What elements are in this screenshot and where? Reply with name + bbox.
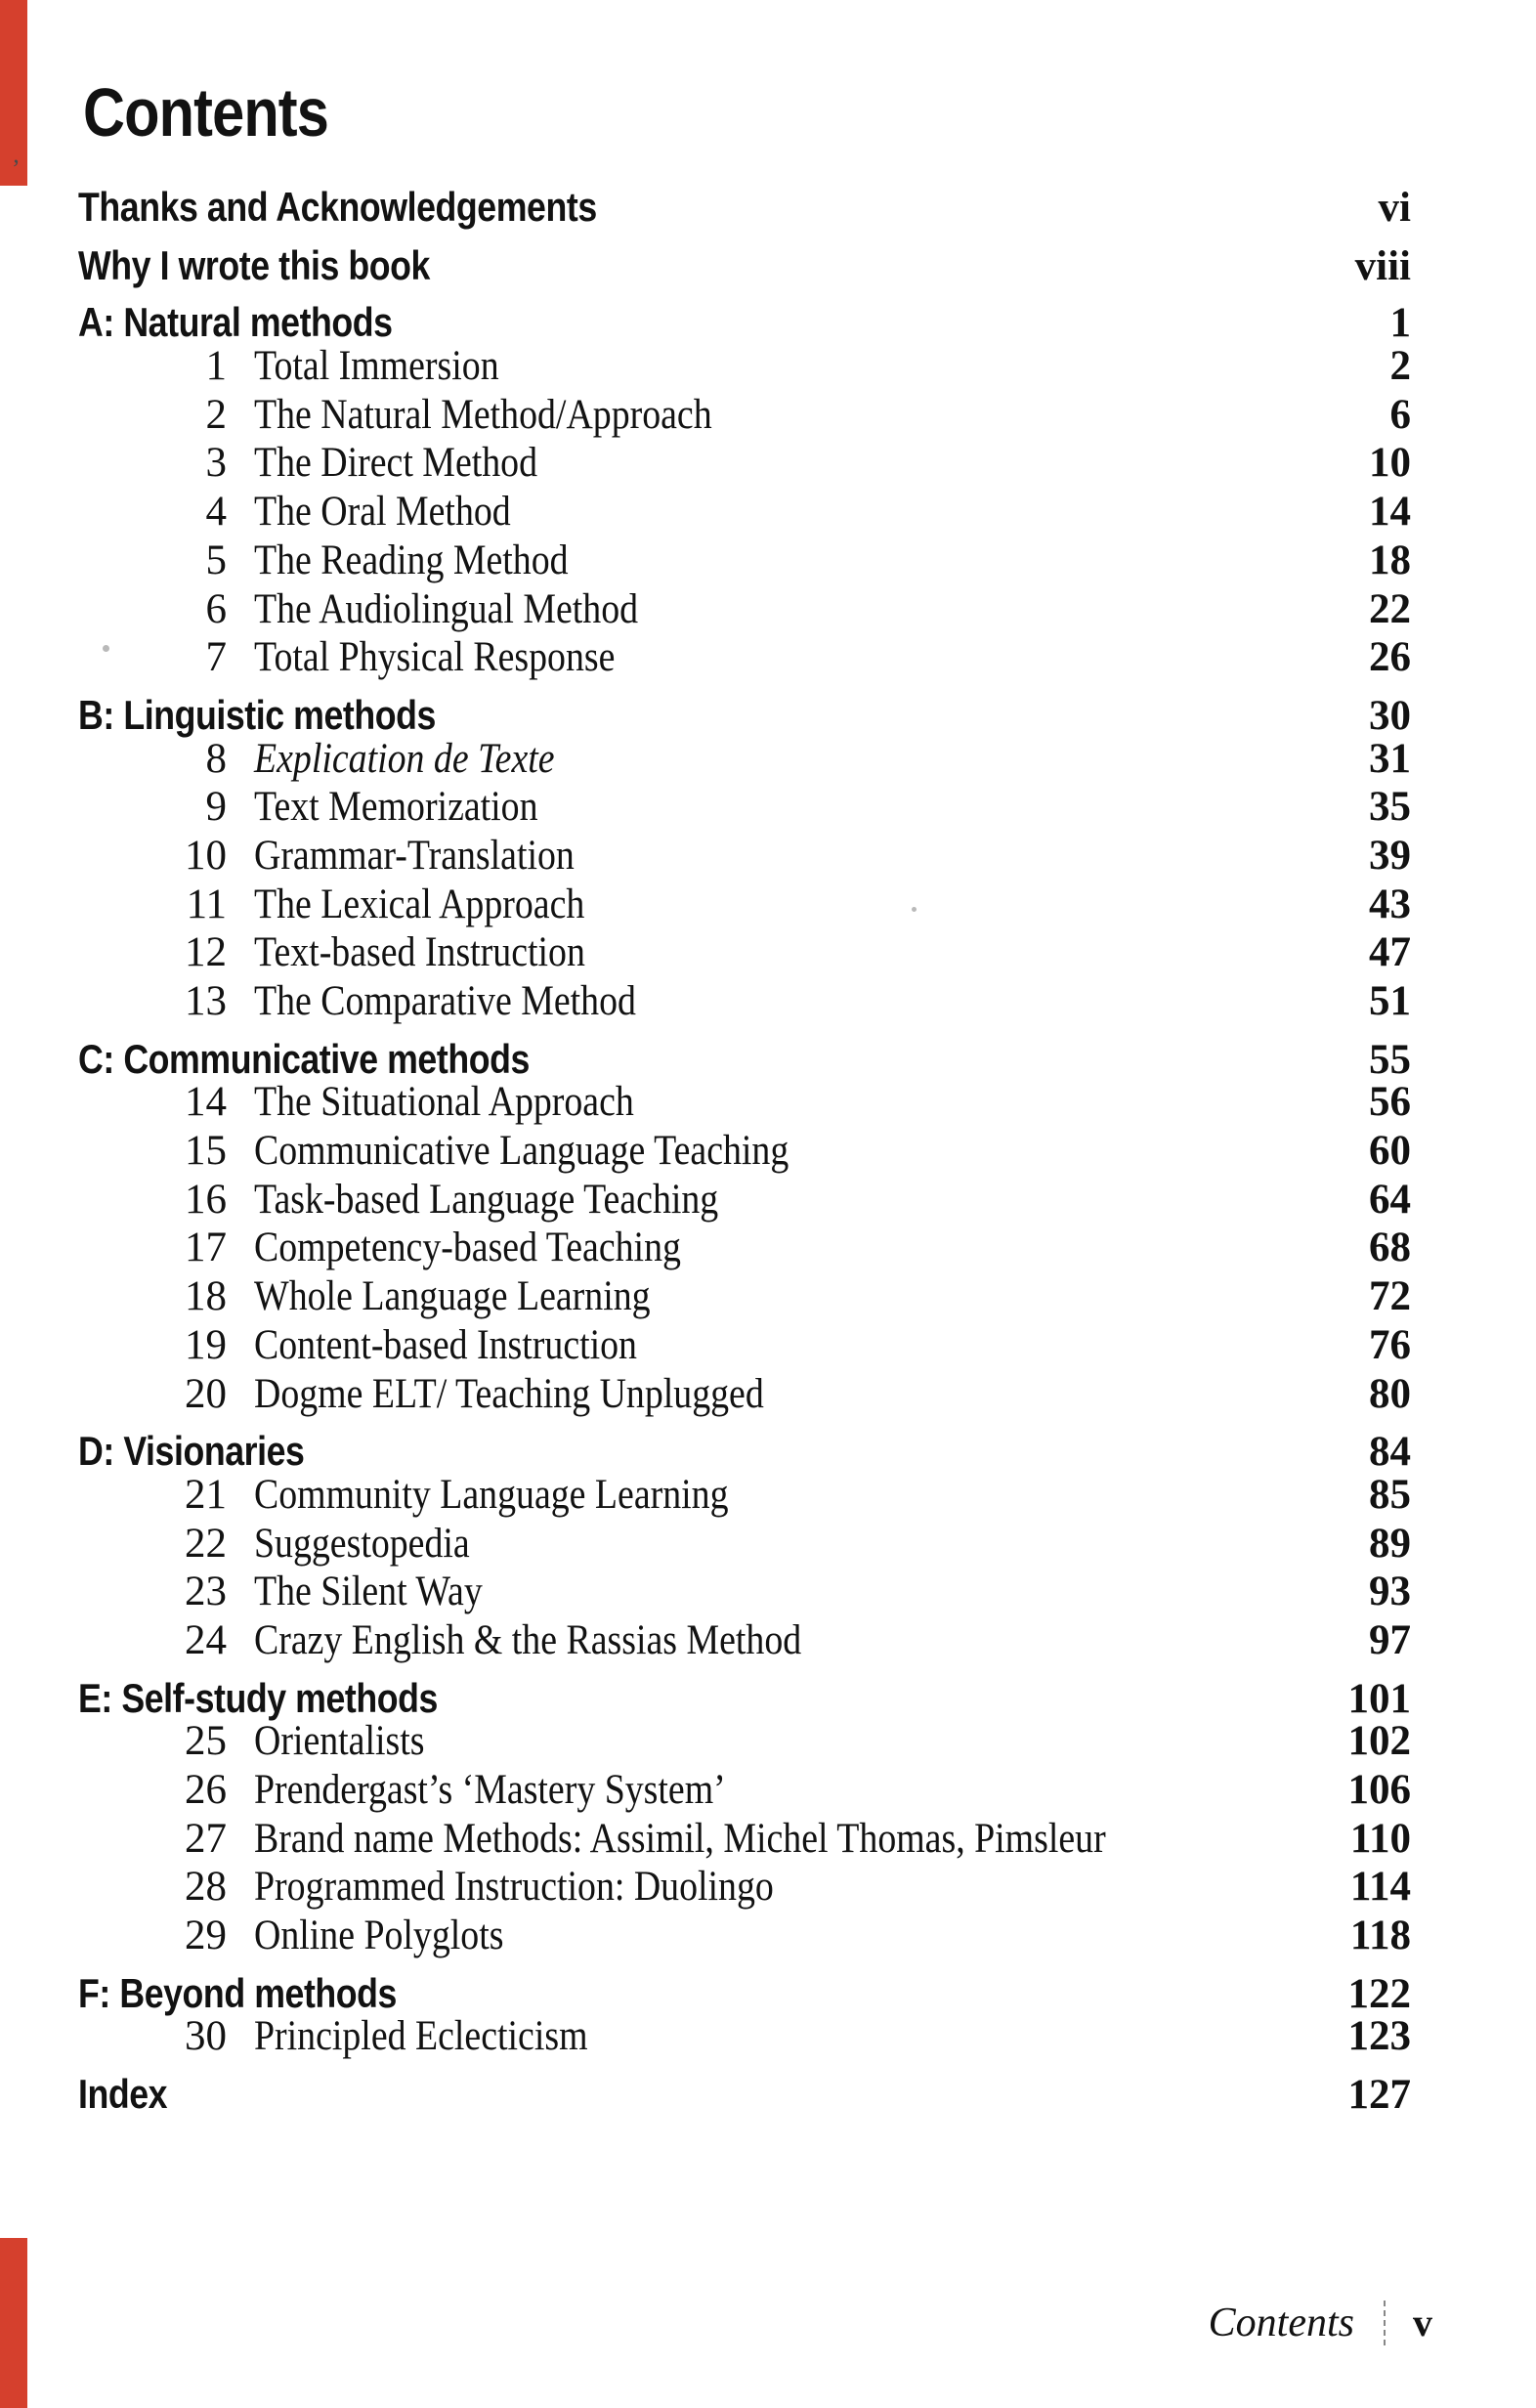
chapter-number: 15 bbox=[185, 1128, 227, 1175]
toc-item-row bbox=[78, 1127, 1411, 1176]
chapter-title bbox=[254, 1766, 790, 1815]
chapter-title bbox=[254, 1321, 689, 1370]
chapter-number: 10 bbox=[185, 832, 227, 879]
running-header-label: Contents bbox=[1208, 2300, 1354, 2345]
chapter-number: 2 bbox=[205, 391, 227, 438]
chapter-page-number: 106 bbox=[1347, 1767, 1411, 1813]
section-heading-label bbox=[78, 1969, 453, 2018]
footer-divider bbox=[1384, 2300, 1386, 2345]
index-page-number: 127 bbox=[1347, 2072, 1411, 2119]
toc-item-row bbox=[78, 977, 1411, 1026]
chapter-title-text: Whole Language Learning bbox=[254, 1273, 651, 1320]
toc-item-row bbox=[78, 1078, 1411, 1127]
toc-item-row bbox=[78, 928, 1411, 977]
toc-item-row bbox=[78, 1717, 1411, 1766]
chapter-title-text: Total Physical Response bbox=[254, 634, 616, 681]
toc-item-row bbox=[78, 342, 1411, 391]
page-footer bbox=[1209, 2299, 1432, 2347]
chapter-number: 16 bbox=[185, 1176, 227, 1223]
chapter-title bbox=[254, 2012, 633, 2061]
front-matter-label-text: Why I wrote this book bbox=[78, 241, 430, 288]
chapter-title-text: Content-based Instruction bbox=[254, 1321, 637, 1368]
index-label-text: Index bbox=[78, 2071, 168, 2118]
chapter-title bbox=[254, 488, 546, 537]
chapter-page-number: 6 bbox=[1389, 391, 1411, 438]
chapter-number: 21 bbox=[185, 1471, 227, 1518]
toc-item-row bbox=[78, 735, 1411, 784]
toc-item-row bbox=[78, 1766, 1411, 1815]
toc-item-row bbox=[78, 1616, 1411, 1665]
toc-item-row bbox=[78, 1520, 1411, 1569]
page-title-text: Contents bbox=[83, 74, 329, 150]
section-heading-page-number: 101 bbox=[1347, 1675, 1411, 1722]
toc-item-row bbox=[78, 585, 1411, 634]
chapter-title-text: Communicative Language Teaching bbox=[254, 1128, 789, 1175]
section-heading-label bbox=[78, 691, 499, 740]
chapter-title bbox=[254, 537, 611, 585]
chapter-page-number: 102 bbox=[1347, 1718, 1411, 1765]
page-title bbox=[83, 74, 371, 150]
table-of-contents bbox=[78, 183, 1411, 2119]
chapter-page-number: 68 bbox=[1369, 1225, 1411, 1271]
toc-item-row bbox=[78, 1863, 1411, 1912]
section-heading-label bbox=[78, 1035, 609, 1084]
chapter-title bbox=[254, 633, 664, 682]
section-heading-label-text: B: Linguistic methods bbox=[78, 691, 436, 738]
chapter-title bbox=[254, 1272, 704, 1321]
chapter-number: 8 bbox=[205, 735, 227, 782]
chapter-title bbox=[254, 391, 775, 440]
chapter-number: 17 bbox=[185, 1225, 227, 1271]
chapter-title-text: Suggestopedia bbox=[254, 1520, 470, 1567]
toc-item-row bbox=[78, 783, 1411, 832]
chapter-number: 28 bbox=[185, 1864, 227, 1911]
front-matter-page-number: viii bbox=[1354, 242, 1411, 289]
chapter-title bbox=[254, 1520, 499, 1569]
toc-item-row bbox=[78, 391, 1411, 440]
chapter-title-text: Competency-based Teaching bbox=[254, 1225, 681, 1271]
chapter-title bbox=[254, 881, 629, 929]
chapter-title bbox=[254, 1078, 686, 1127]
chapter-page-number: 89 bbox=[1369, 1520, 1411, 1567]
section-heading-page-number: 122 bbox=[1347, 1970, 1411, 2017]
front-matter-label bbox=[78, 241, 492, 290]
chapter-title-text: The Natural Method/Approach bbox=[254, 391, 712, 438]
chapter-title-text: Brand name Methods: Assimil, Michel Thomas, Pimsleur bbox=[254, 1815, 1106, 1862]
chapter-title bbox=[254, 1717, 448, 1766]
chapter-number: 1 bbox=[205, 343, 227, 390]
toc-item-row bbox=[78, 1912, 1411, 1960]
chapter-number: 6 bbox=[205, 585, 227, 632]
front-matter-row bbox=[78, 241, 1411, 290]
chapter-number: 7 bbox=[205, 634, 227, 681]
chapter-title bbox=[254, 783, 576, 832]
chapter-page-number: 26 bbox=[1369, 634, 1411, 681]
chapter-number: 24 bbox=[185, 1616, 227, 1663]
chapter-page-number: 2 bbox=[1389, 343, 1411, 390]
chapter-number: 5 bbox=[205, 537, 227, 583]
chapter-title bbox=[254, 1370, 833, 1419]
chapter-title bbox=[254, 1568, 514, 1616]
chapter-title bbox=[254, 585, 691, 634]
section-heading-row bbox=[78, 1035, 1411, 1084]
chapter-title-text: Programmed Instruction: Duolingo bbox=[254, 1864, 774, 1911]
section-heading-label-text: E: Self-study methods bbox=[78, 1674, 438, 1721]
chapter-page-number: 39 bbox=[1369, 832, 1411, 879]
chapter-title bbox=[254, 977, 688, 1026]
chapter-title-text: The Lexical Approach bbox=[254, 881, 585, 927]
chapter-number: 22 bbox=[185, 1520, 227, 1567]
toc-item-row bbox=[78, 1272, 1411, 1321]
toc-item-row bbox=[78, 1224, 1411, 1272]
toc-item-row bbox=[78, 1176, 1411, 1225]
chapter-number: 25 bbox=[185, 1718, 227, 1765]
section-heading-row bbox=[78, 691, 1411, 740]
chapter-number: 18 bbox=[185, 1273, 227, 1320]
chapter-title bbox=[254, 1616, 876, 1665]
chapter-title-text: The Direct Method bbox=[254, 440, 538, 487]
toc-item-row bbox=[78, 881, 1411, 929]
chapter-title-text: Crazy English & the Rassias Method bbox=[254, 1616, 802, 1663]
chapter-title bbox=[254, 1863, 844, 1912]
chapter-page-number: 110 bbox=[1349, 1815, 1411, 1862]
toc-item-row bbox=[78, 1815, 1411, 1864]
chapter-title bbox=[254, 1224, 740, 1272]
chapter-page-number: 47 bbox=[1369, 929, 1411, 976]
chapter-page-number: 60 bbox=[1369, 1128, 1411, 1175]
toc-item-row bbox=[78, 1471, 1411, 1520]
chapter-page-number: 97 bbox=[1369, 1616, 1411, 1663]
index-label bbox=[78, 2070, 183, 2119]
chapter-title-text: The Comparative Method bbox=[254, 978, 636, 1024]
toc-item-row bbox=[78, 1370, 1411, 1419]
index-row bbox=[78, 2070, 1411, 2119]
chapter-page-number: 93 bbox=[1369, 1569, 1411, 1615]
section-heading-page-number: 84 bbox=[1369, 1429, 1411, 1476]
chapter-page-number: 123 bbox=[1347, 2013, 1411, 2060]
chapter-number: 9 bbox=[205, 784, 227, 831]
chapter-page-number: 72 bbox=[1369, 1273, 1411, 1320]
chapter-title-text: Dogme ELT/ Teaching Unplugged bbox=[254, 1370, 764, 1417]
section-heading-row bbox=[78, 1674, 1411, 1723]
section-heading-label-text: D: Visionaries bbox=[78, 1428, 305, 1475]
section-heading-label bbox=[78, 1427, 344, 1476]
chapter-title-text: The Silent Way bbox=[254, 1569, 483, 1615]
chapter-page-number: 18 bbox=[1369, 537, 1411, 583]
chapter-number: 23 bbox=[185, 1569, 227, 1615]
chapter-title-text: Online Polyglots bbox=[254, 1913, 504, 1959]
chapter-page-number: 31 bbox=[1369, 735, 1411, 782]
chapter-page-number: 76 bbox=[1369, 1321, 1411, 1368]
chapter-title bbox=[254, 1912, 537, 1960]
section-heading-page-number: 1 bbox=[1389, 300, 1411, 347]
chapter-number: 29 bbox=[185, 1913, 227, 1959]
chapter-page-number: 114 bbox=[1349, 1864, 1411, 1911]
chapter-number: 27 bbox=[185, 1815, 227, 1862]
chapter-number: 3 bbox=[205, 440, 227, 487]
section-heading-label-text: A: Natural methods bbox=[78, 299, 393, 346]
chapter-number: 30 bbox=[185, 2013, 227, 2060]
toc-item-row bbox=[78, 2012, 1411, 2061]
toc-item-row bbox=[78, 832, 1411, 881]
chapter-page-number: 14 bbox=[1369, 489, 1411, 536]
chapter-title-text: Prendergast’s ‘Mastery System’ bbox=[254, 1767, 726, 1813]
toc-item-row bbox=[78, 537, 1411, 585]
chapter-title bbox=[254, 1815, 1222, 1864]
chapter-title-text: Text Memorization bbox=[254, 784, 538, 831]
section-heading-label-text: C: Communicative methods bbox=[78, 1035, 530, 1082]
chapter-title-text: The Oral Method bbox=[254, 489, 511, 536]
chapter-title-text: Grammar-Translation bbox=[254, 832, 575, 879]
toc-item-row bbox=[78, 1568, 1411, 1616]
chapter-page-number: 35 bbox=[1369, 784, 1411, 831]
section-heading-row bbox=[78, 298, 1411, 347]
section-heading-label-text: F: Beyond methods bbox=[78, 1969, 397, 2016]
chapter-number: 4 bbox=[205, 489, 227, 536]
chapter-title-text: Principled Eclecticism bbox=[254, 2013, 588, 2060]
toc-item-row bbox=[78, 1321, 1411, 1370]
chapter-number: 26 bbox=[185, 1767, 227, 1813]
chapter-title bbox=[254, 735, 595, 784]
chapter-page-number: 56 bbox=[1369, 1079, 1411, 1126]
page-edge-bar-bottom bbox=[0, 2238, 27, 2408]
chapter-page-number: 85 bbox=[1369, 1471, 1411, 1518]
chapter-number: 12 bbox=[185, 929, 227, 976]
folio-page-number: v bbox=[1413, 2300, 1432, 2344]
chapter-title-text: The Reading Method bbox=[254, 537, 569, 583]
chapter-number: 14 bbox=[185, 1079, 227, 1126]
chapter-title-text: The Audiolingual Method bbox=[254, 585, 639, 632]
front-matter-row bbox=[78, 183, 1411, 232]
section-heading-label bbox=[78, 298, 448, 347]
front-matter-page-number: vi bbox=[1378, 185, 1411, 231]
chapter-page-number: 64 bbox=[1369, 1176, 1411, 1223]
chapter-page-number: 51 bbox=[1369, 978, 1411, 1024]
front-matter-label bbox=[78, 183, 688, 232]
scan-speck: ’ bbox=[12, 154, 21, 183]
chapter-number: 13 bbox=[185, 978, 227, 1024]
chapter-page-number: 10 bbox=[1369, 440, 1411, 487]
section-heading-label bbox=[78, 1674, 501, 1723]
section-heading-row bbox=[78, 1427, 1411, 1476]
chapter-number: 11 bbox=[186, 881, 227, 927]
chapter-title bbox=[254, 832, 619, 881]
chapter-title bbox=[254, 1176, 782, 1225]
chapter-title bbox=[254, 928, 630, 977]
chapter-title-text: Community Language Learning bbox=[254, 1471, 729, 1518]
section-heading-row bbox=[78, 1969, 1411, 2018]
chapter-number: 20 bbox=[185, 1370, 227, 1417]
section-heading-page-number: 55 bbox=[1369, 1036, 1411, 1083]
chapter-page-number: 118 bbox=[1349, 1913, 1411, 1959]
chapter-title-text: Task-based Language Teaching bbox=[254, 1176, 719, 1223]
chapter-title-text: Orientalists bbox=[254, 1718, 425, 1765]
chapter-title bbox=[254, 1127, 862, 1176]
toc-item-row bbox=[78, 439, 1411, 488]
toc-item-row bbox=[78, 633, 1411, 682]
chapter-page-number: 22 bbox=[1369, 585, 1411, 632]
chapter-title bbox=[254, 342, 533, 391]
chapter-title-text: Total Immersion bbox=[254, 343, 499, 390]
chapter-title bbox=[254, 439, 576, 488]
front-matter-label-text: Thanks and Acknowledgements bbox=[78, 184, 597, 230]
chapter-page-number: 43 bbox=[1369, 881, 1411, 927]
chapter-page-number: 80 bbox=[1369, 1370, 1411, 1417]
chapter-title-text: The Situational Approach bbox=[254, 1079, 634, 1126]
chapter-title bbox=[254, 1471, 793, 1520]
chapter-title-text: Text-based Instruction bbox=[254, 929, 585, 976]
section-heading-page-number: 30 bbox=[1369, 692, 1411, 739]
chapter-title-text: Explication de Texte bbox=[254, 735, 555, 782]
toc-item-row bbox=[78, 488, 1411, 537]
chapter-number: 19 bbox=[185, 1321, 227, 1368]
